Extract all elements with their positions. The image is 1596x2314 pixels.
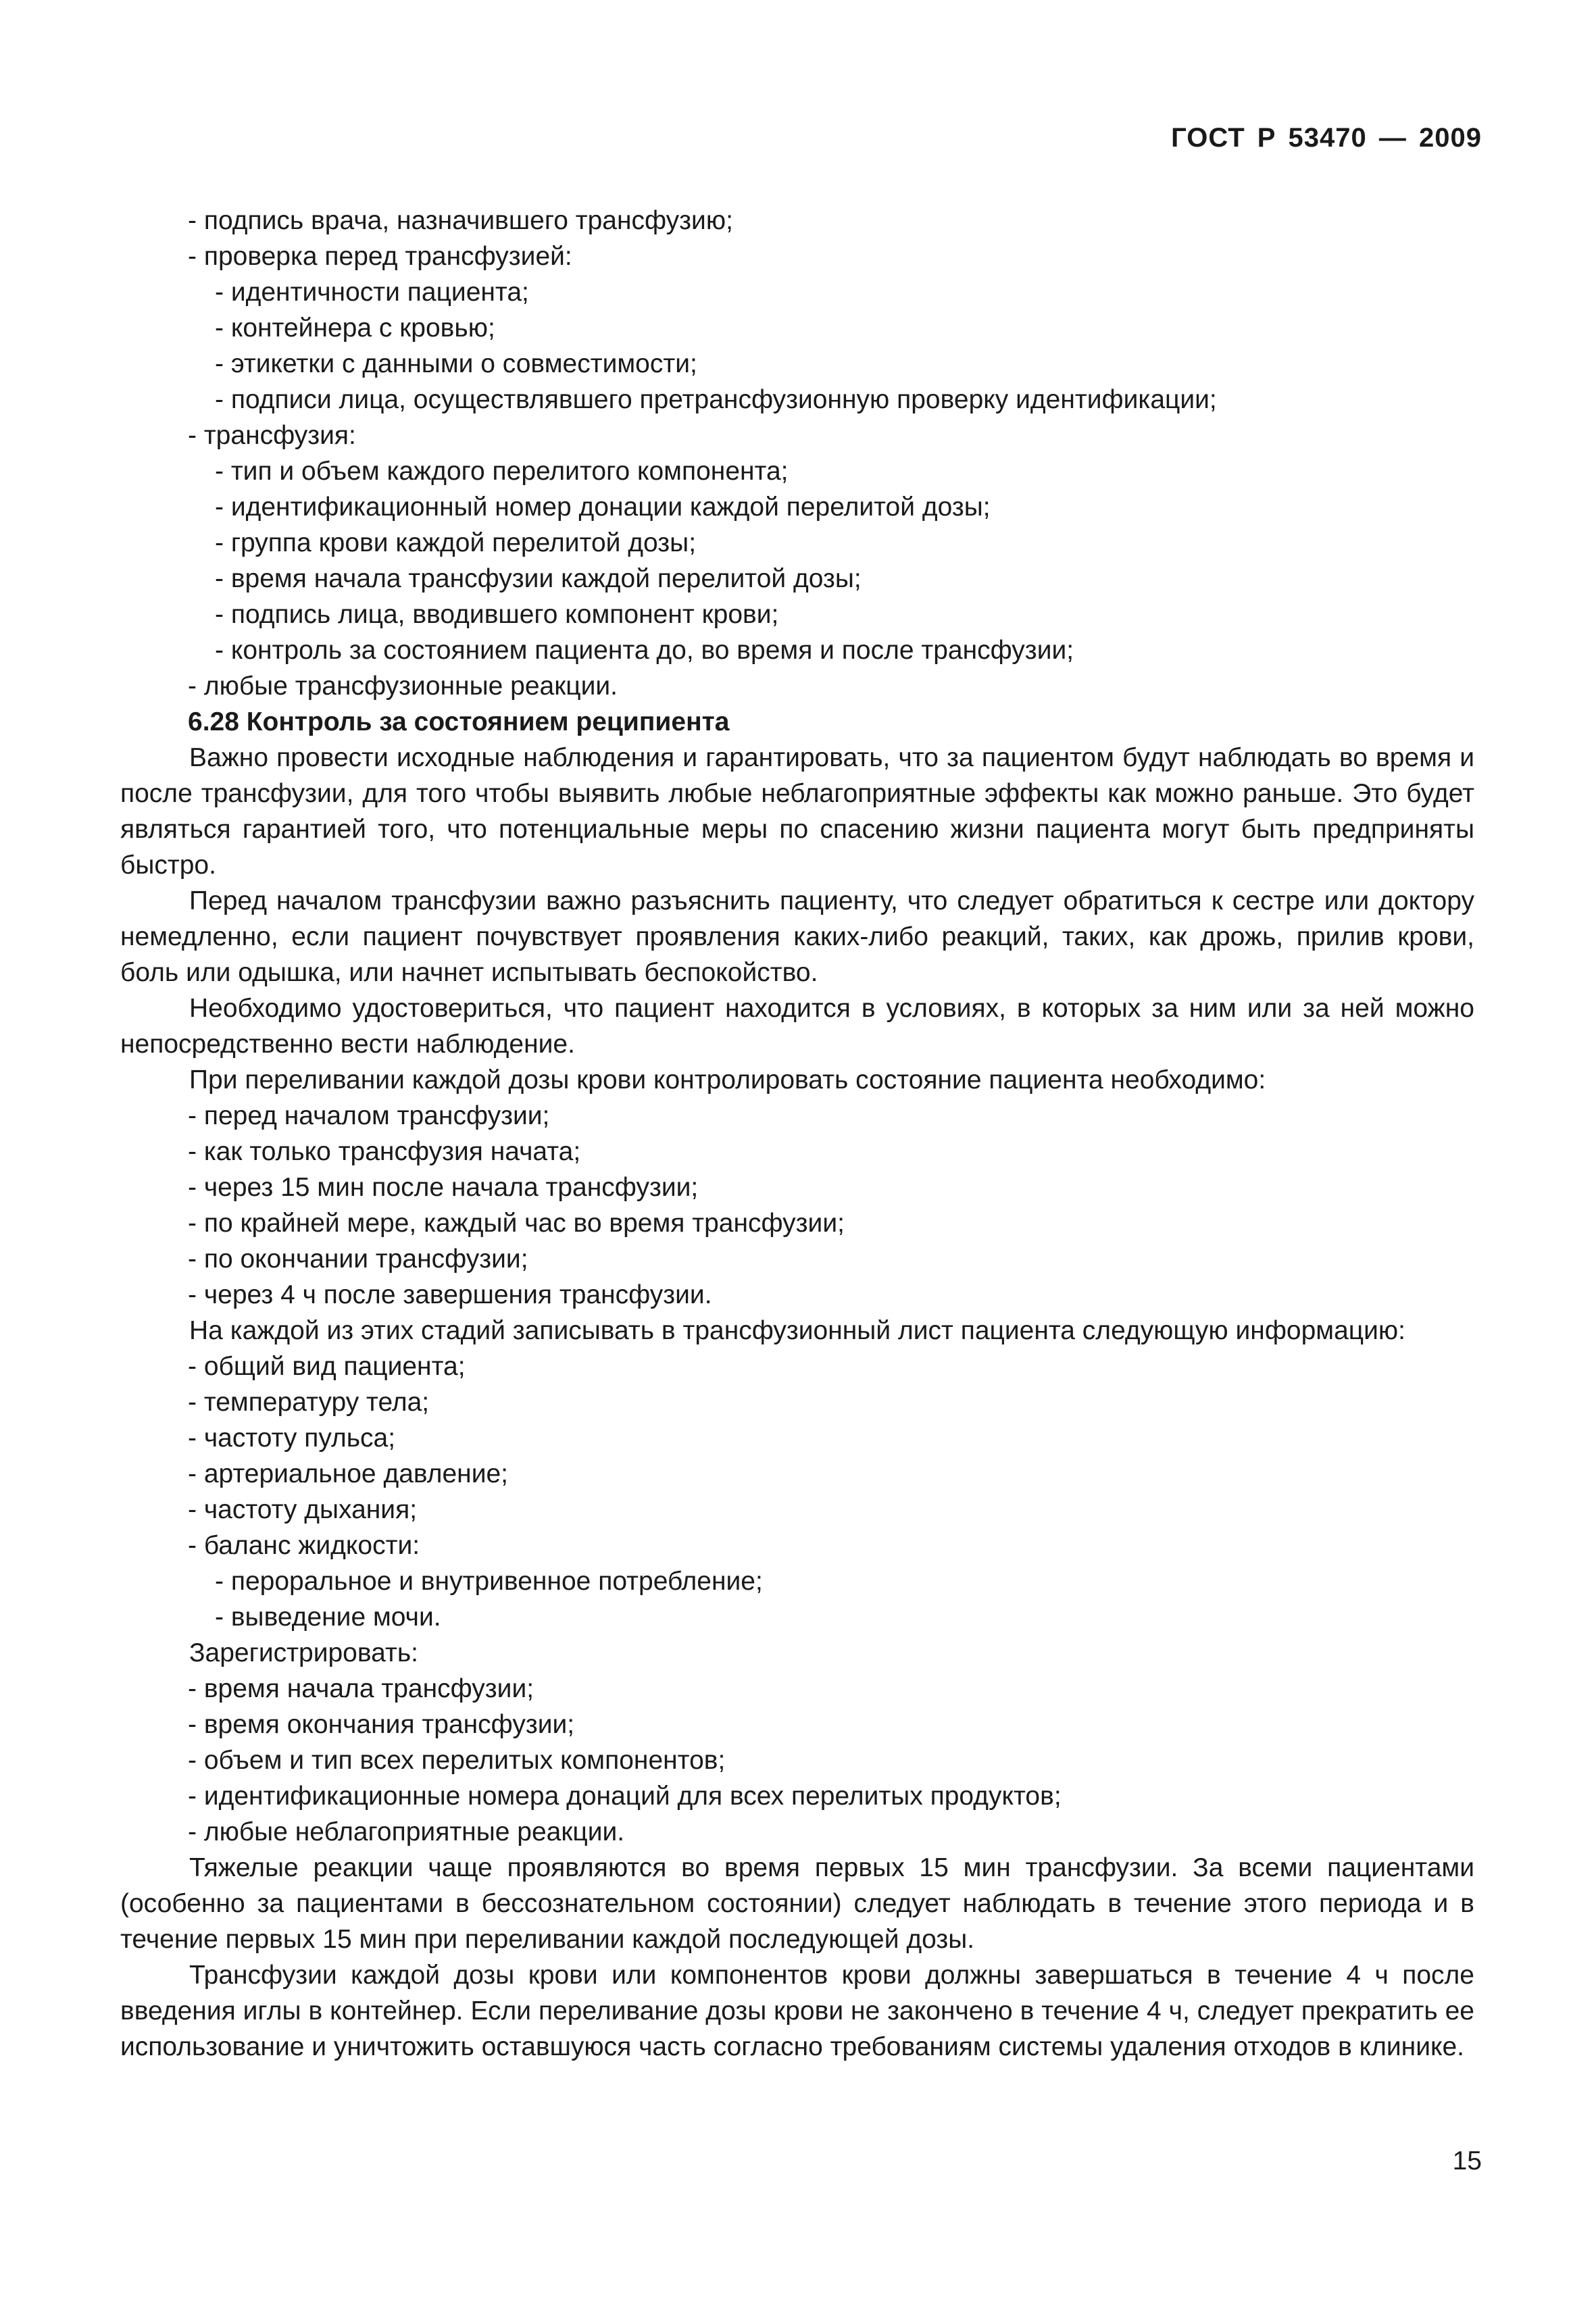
- paragraph: Необходимо удостовериться, что пациент находится в условиях, в которых за ним или за ней можно непосредственно вести наблюдение.: [120, 994, 1474, 1059]
- list-item: - идентификационный номер донации каждой перелитой дозы;: [215, 493, 991, 522]
- list-item: - этикетки с данными о совместимости;: [215, 349, 697, 378]
- list-item: - тип и объем каждого перелитого компонента;: [215, 457, 789, 486]
- list-item: - время начала трансфузии;: [188, 1674, 534, 1703]
- page-number: 15: [1452, 2146, 1482, 2175]
- list-item: - любые неблагоприятные реакции.: [188, 1817, 625, 1846]
- list-item: - подписи лица, осуществлявшего претрансфузионную проверку идентификации;: [215, 385, 1217, 414]
- paragraph: Тяжелые реакции чаще проявляются во время первых 15 мин трансфузии. За всеми пациентами (особенно за пациентами в бессознательном состоянии) следует наблюдать в течение этого периода и в течение первых 15 мин при переливании каждой последующей дозы.: [120, 1853, 1474, 1954]
- list-item: - по крайней мере, каждый час во время трансфузии;: [188, 1209, 845, 1238]
- list-item: - объем и тип всех перелитых компонентов;: [188, 1746, 726, 1775]
- list-item: - как только трансфузия начата;: [188, 1137, 581, 1166]
- list-item: - контейнера с кровью;: [215, 313, 495, 343]
- paragraph: Трансфузии каждой дозы крови или компонентов крови должны завершаться в течение 4 ч после введения иглы в контейнер. Если переливание дозы крови не закончено в течение 4 ч, следует прекратить ее использование и уничтожить оставшуюся часть согласно требованиям системы удаления отходов в клинике.: [120, 1961, 1474, 2061]
- list-item: - трансфузия:: [188, 421, 356, 450]
- list-item: - артериальное давление;: [188, 1459, 509, 1488]
- list-item: - через 15 мин после начала трансфузии;: [188, 1173, 699, 1202]
- list-item: - через 4 ч после завершения трансфузии.: [188, 1280, 712, 1309]
- list-item: - любые трансфузионные реакции.: [188, 672, 618, 701]
- document-header: ГОСТ Р 53470 — 2009: [1171, 123, 1482, 153]
- list-item: - по окончании трансфузии;: [188, 1244, 528, 1274]
- paragraph: Зарегистрировать:: [189, 1638, 418, 1667]
- paragraph: Важно провести исходные наблюдения и гарантировать, что за пациентом будут наблюдать во время и после трансфузии, для того чтобы выявить любые неблагоприятные эффекты как можно раньше. Это будет являться гарантией того, что потенциальные меры по спасению жизни пациента могут быть предприняты быстро.: [120, 743, 1474, 880]
- paragraph: При переливании каждой дозы крови контролировать состояние пациента необходимо:: [189, 1065, 1266, 1095]
- list-item: - общий вид пациента;: [188, 1352, 466, 1381]
- list-item: - время окончания трансфузии;: [188, 1710, 575, 1739]
- list-item: - идентичности пациента;: [215, 278, 529, 307]
- list-item: - температуру тела;: [188, 1388, 430, 1417]
- paragraph: На каждой из этих стадий записывать в трансфузионный лист пациента следующую информацию:: [189, 1316, 1406, 1345]
- list-item: - выведение мочи.: [215, 1603, 441, 1632]
- list-item: - подпись лица, вводившего компонент крови;: [215, 600, 779, 629]
- list-item: - подпись врача, назначившего трансфузию;: [188, 206, 733, 235]
- list-item: - частоту дыхания;: [188, 1495, 418, 1524]
- list-item: - частоту пульса;: [188, 1424, 396, 1453]
- list-item: - группа крови каждой перелитой дозы;: [215, 528, 697, 557]
- list-item: - контроль за состоянием пациента до, во время и после трансфузии;: [215, 636, 1074, 665]
- list-item: - проверка перед трансфузией:: [188, 242, 572, 271]
- list-item: - перед началом трансфузии;: [188, 1101, 550, 1130]
- paragraph: Перед началом трансфузии важно разъяснить пациенту, что следует обратиться к сестре или доктору немедленно, если пациент почувствует проявления каких-либо реакций, таких, как дрожь, прилив крови, боль или одышка, или начнет испытывать беспокойство.: [120, 886, 1474, 987]
- list-item: - время начала трансфузии каждой перелитой дозы;: [215, 564, 862, 593]
- section-heading: 6.28 Контроль за состоянием реципиента: [188, 707, 730, 736]
- document-body: [120, 203, 1474, 2065]
- list-item: - идентификационные номера донаций для всех перелитых продуктов;: [188, 1782, 1062, 1811]
- list-item: - пероральное и внутривенное потребление;: [215, 1567, 763, 1596]
- list-item: - баланс жидкости:: [188, 1531, 420, 1560]
